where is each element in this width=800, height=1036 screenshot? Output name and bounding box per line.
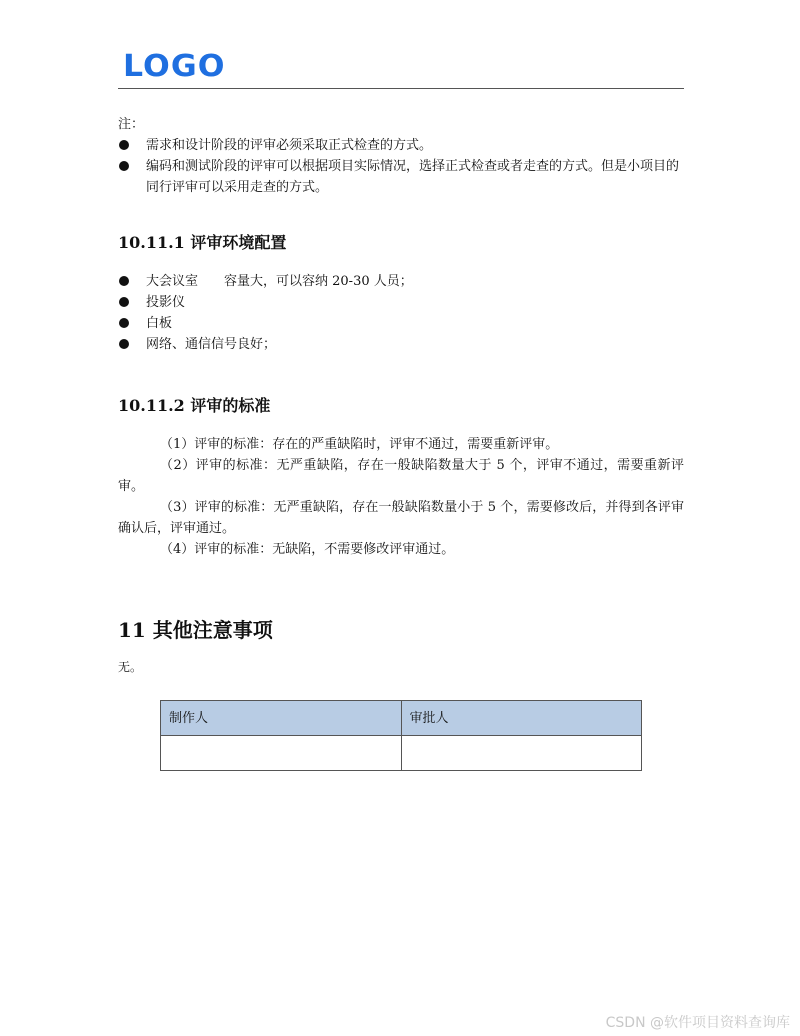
list-item-text: 需求和设计阶段的评审必须采取正式检查的方式。 (146, 138, 433, 153)
document-body (118, 114, 684, 771)
criteria-paragraph: （4）评审的标准：无缺陷，不需要修改评审通过。 (160, 542, 455, 557)
table-cell-author (161, 736, 402, 771)
table-row (161, 736, 642, 771)
logo: LOGO (123, 49, 226, 84)
list-item (118, 313, 684, 334)
list-item-text: 投影仪 (146, 295, 186, 310)
chapter-heading-other: 11 其他注意事项 (118, 618, 273, 642)
environment-list (118, 271, 684, 355)
list-item (118, 292, 684, 313)
section-heading-criteria: 10.11.2 评审的标准 (118, 396, 271, 415)
list-item-text: 编码和测试阶段的评审可以根据项目实际情况，选择正式检查或者走查的方式。但是小项目的同行评审可以采用走查的方式。 (146, 159, 680, 195)
section-heading-environment: 10.11.1 评审环境配置 (118, 233, 287, 252)
list-item-text: 大会议室 容量大，可以容纳 20-30 人员； (146, 274, 413, 289)
header-divider (118, 88, 684, 89)
list-item (118, 271, 684, 292)
criteria-paragraph: （1）评审的标准：存在的严重缺陷时，评审不通过，需要重新评审。 (160, 437, 559, 452)
watermark: CSDN @软件项目资料查询库 (605, 1015, 790, 1031)
bullet-icon (119, 276, 129, 286)
chapter-body: 无。 (118, 660, 143, 674)
signature-table (160, 700, 642, 771)
criteria-paragraph: （2）评审的标准：无严重缺陷，存在一般缺陷数量大于 5 个，评审不通过，需要重新评审。 (118, 458, 684, 494)
list-item (118, 334, 684, 355)
criteria-paragraph: （3）评审的标准：无严重缺陷，存在一般缺陷数量小于 5 个，需要修改后，并得到各评审确认后，评审通过。 (118, 500, 684, 536)
list-item-text: 网络、通信信号良好； (146, 337, 277, 352)
table-cell-approver (401, 736, 642, 771)
table-header-cell-author: 制作人 (161, 701, 402, 736)
note-list (118, 135, 684, 198)
bullet-icon (119, 297, 129, 307)
list-item (118, 156, 684, 198)
table-header-row (161, 701, 642, 736)
bullet-icon (119, 339, 129, 349)
list-item (118, 135, 684, 156)
note-label: 注： (118, 117, 145, 132)
list-item-text: 白板 (146, 316, 173, 331)
table-header-cell-approver: 审批人 (401, 701, 642, 736)
bullet-icon (119, 140, 129, 150)
bullet-icon (119, 318, 129, 328)
bullet-icon (119, 161, 129, 171)
